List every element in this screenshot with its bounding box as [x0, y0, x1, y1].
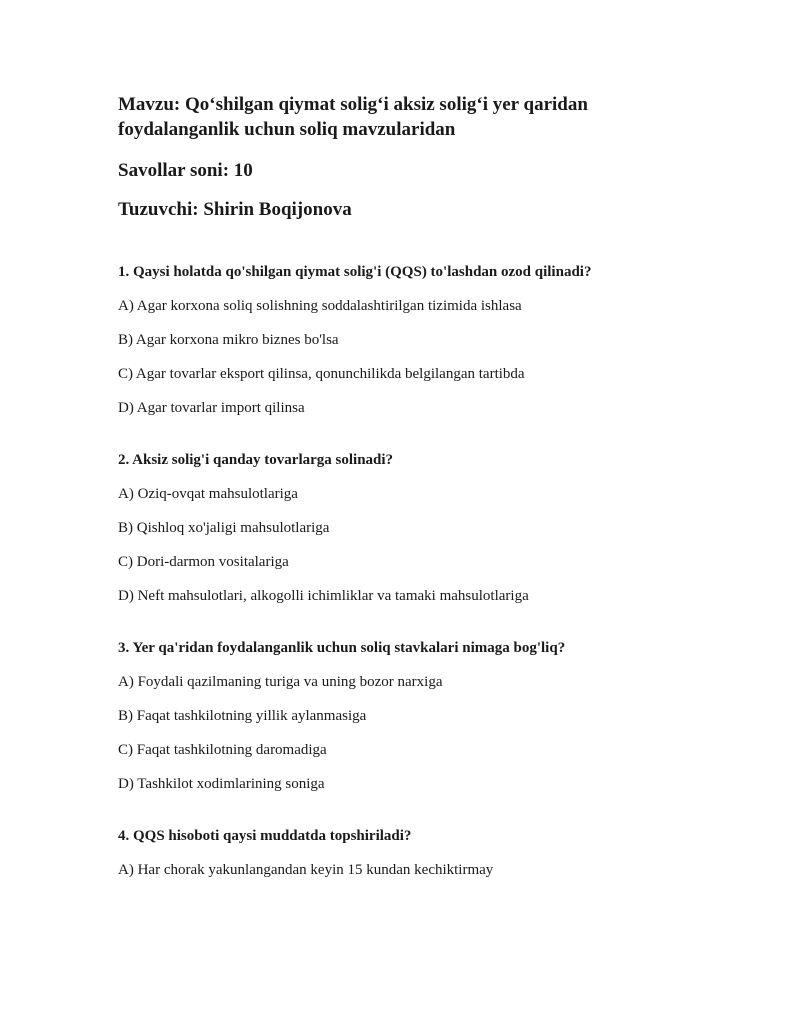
- option-b: B) Agar korxona mikro biznes bo'lsa: [118, 332, 339, 348]
- question-text: 3. Yer qa'ridan foydalanganlik uchun soliq stavkalari nimaga bog'liq?: [118, 640, 566, 656]
- option-d: D) Agar tovarlar import qilinsa: [118, 400, 305, 416]
- option-a: A) Foydali qazilmaning turiga va uning bozor narxiga: [118, 674, 443, 690]
- option-b: B) Qishloq xo'jaligi mahsulotlariga: [118, 520, 330, 536]
- question-4: [118, 826, 718, 880]
- question-1: [118, 262, 718, 418]
- question-3: [118, 638, 718, 794]
- document-page: [118, 92, 718, 912]
- question-text: 2. Aksiz solig'i qanday tovarlarga solinadi?: [118, 452, 394, 468]
- topic-title-line-1: Mavzu: Qo‘shilgan qiymat solig‘i aksiz solig‘i yer qaridan: [118, 94, 588, 115]
- option-c: C) Agar tovarlar eksport qilinsa, qonunchilikda belgilangan tartibda: [118, 366, 525, 382]
- option-b: B) Faqat tashkilotning yillik aylanmasiga: [118, 708, 367, 724]
- author-line: Tuzuvchi: Shirin Boqijonova: [118, 199, 352, 220]
- question-text: 1. Qaysi holatda qo'shilgan qiymat solig'i (QQS) to'lashdan ozod qilinadi?: [118, 264, 592, 280]
- option-a: A) Har chorak yakunlangandan keyin 15 kundan kechiktirmay: [118, 862, 494, 878]
- option-a: A) Agar korxona soliq solishning soddalashtirilgan tizimida ishlasa: [118, 298, 522, 314]
- option-d: D) Neft mahsulotlari, alkogolli ichimliklar va tamaki mahsulotlariga: [118, 588, 529, 604]
- option-c: C) Faqat tashkilotning daromadiga: [118, 742, 327, 758]
- option-c: C) Dori-darmon vositalariga: [118, 554, 289, 570]
- question-text: 4. QQS hisoboti qaysi muddatda topshiriladi?: [118, 828, 412, 844]
- question-2: [118, 450, 718, 606]
- option-d: D) Tashkilot xodimlarining soniga: [118, 776, 325, 792]
- topic-title-line-2: foydalanganlik uchun soliq mavzularidan: [118, 119, 456, 140]
- option-a: A) Oziq-ovqat mahsulotlariga: [118, 486, 298, 502]
- question-list: [118, 262, 718, 880]
- question-count: Savollar soni: 10: [118, 160, 253, 181]
